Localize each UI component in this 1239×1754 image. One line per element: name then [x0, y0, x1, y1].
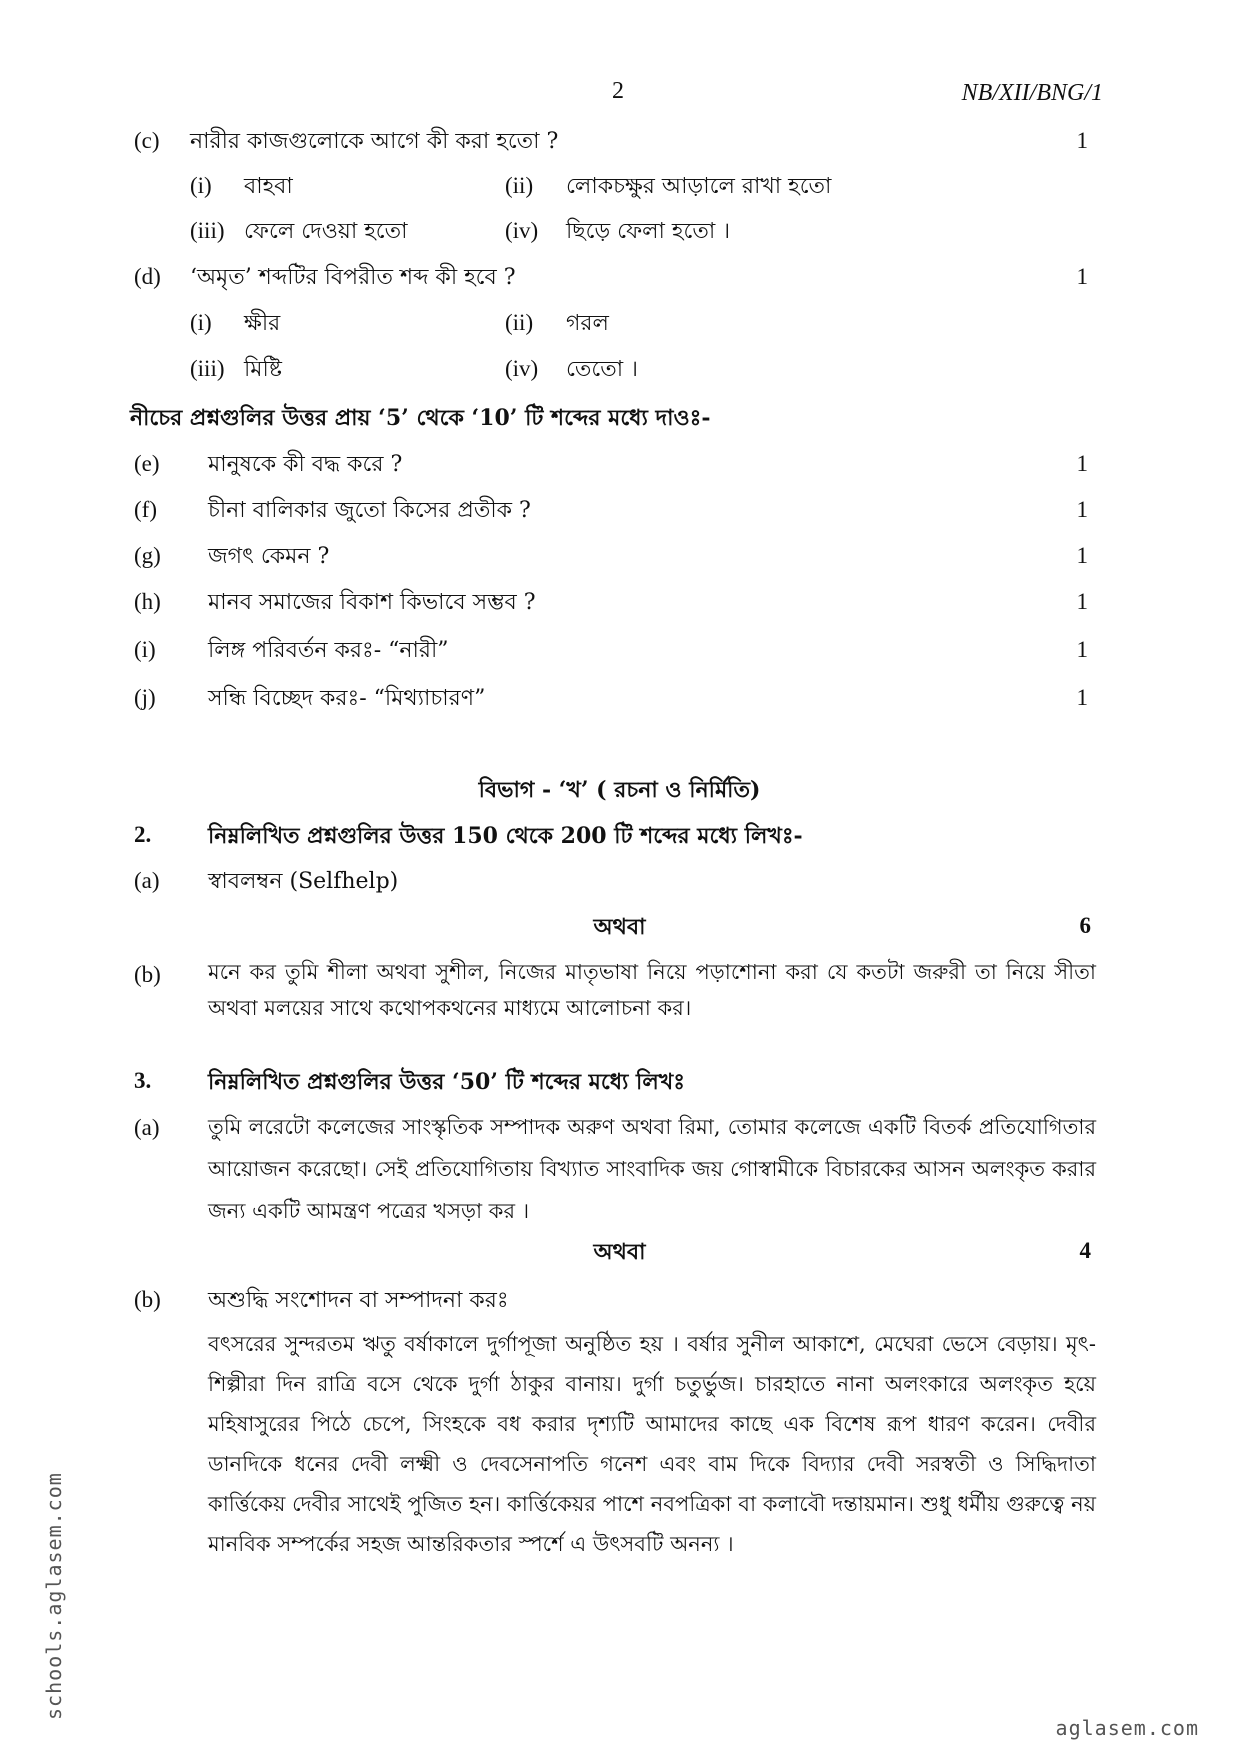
item-label: (g)	[134, 543, 161, 568]
q3-b-text: বৎসরের সুন্দরতম ঋতু বর্ষাকালে দুর্গাপূজা অনুষ্ঠিত হয় । বর্ষার সুনীল আকাশে, মেঘেরা ভেসে বেড়ায়। মৃৎ-শিল্পীরা দিন রাত্রি বসে থেকে দুর্গা ঠাকুর বানায়। দুর্গা চতুর্ভুজ। চারহাতে নানা অলংকারে অলংকৃত হয়ে মহিষাসুরের পিঠে চেপে, সিংহকে বধ করার দৃশ্যটি আমাদের কাছে এক বিশেষ রূপ ধারণ করেন। দেবীর ডানদিকে ধনের দেবী লক্ষ্মী ও দেবসেনাপতি গনেশ এবং বাম দিকে বিদ্যার দেবী সরস্বতী ও সিদ্ধিদাতা কার্ত্তিকেয় দেবীর সাথেই পুজিত হন। কার্ত্তিকেয়র পাশে নবপত্রিকা বা কলাবৌ দন্তায়মান। শুধু ধর্মীয় গুরুত্বে নয় মানবিক সম্পর্কের সহজ আন্তরিকতার স্পর্শে এ উৎসবটি অনন্য ।	[208, 1332, 1096, 1556]
q3-a-text: তুমি লরেটো কলেজের সাংস্কৃতিক সম্পাদক অরুণ অথবা রিমা, তোমার কলেজে একটি বিতর্ক প্রতিযোগিতার আয়োজন করেছো। সেই প্রতিযোগিতায় বিখ্যাত সাংবাদিক জয় গোস্বামীকে বিচারকের আসন অলংকৃত করার জন্য একটি আমন্ত্রণ পত্রের খসড়া কর ।	[208, 1115, 1096, 1223]
question-c-label: (c)	[134, 128, 160, 153]
item-text: মানব সমাজের বিকাশ কিভাবে সম্ভব ?	[208, 590, 536, 615]
question-d-label: (d)	[134, 264, 161, 289]
item-marks: 1	[1076, 451, 1088, 476]
item-label: (e)	[134, 451, 160, 476]
question-d-marks: 1	[1076, 264, 1088, 289]
item-marks: 1	[1076, 497, 1088, 522]
q2-or: অথবা	[593, 914, 646, 940]
q3-instruction: নিম্নলিখিত প্রশ্নগুলির উত্তর ‘50’ টি শব্দের মধ্যে লিখঃ	[208, 1069, 685, 1095]
item-label: (h)	[134, 589, 161, 614]
item-marks: 1	[1076, 637, 1088, 662]
item-text: লিঙ্গ পরিবর্তন করঃ- “নারী”	[208, 638, 449, 663]
option-text: ছিড়ে ফেলা হতো ।	[566, 219, 731, 244]
question-d-text: ‘অমৃত’ শব্দটির বিপরীত শব্দ কী হবে ?	[190, 265, 516, 290]
option-text: ক্ষীর	[244, 311, 281, 336]
option-num: (iii)	[190, 218, 225, 243]
question-c-marks: 1	[1076, 128, 1088, 153]
option-num: (i)	[190, 173, 212, 198]
item-marks: 1	[1076, 685, 1088, 710]
short-answer-instruction: নীচের প্রশ্নগুলির উত্তর প্রায় ‘5’ থেকে ‘10’ টি শব্দের মধ্যে দাওঃ-	[130, 405, 711, 431]
option-num: (iii)	[190, 356, 225, 381]
option-text: লোকচক্ষুর আড়ালে রাখা হতো	[566, 174, 832, 199]
option-text: গরল	[566, 311, 609, 336]
q2-marks: 6	[1079, 913, 1091, 938]
section-b-title: বিভাগ - ‘খ’ ( রচনা ও নির্মিতি)	[478, 777, 761, 803]
option-text: মিষ্টি	[244, 357, 282, 382]
item-text: চীনা বালিকার জুতো কিসের প্রতীক ?	[208, 498, 531, 523]
q2-b-text: মনে কর তুমি শীলা অথবা সুশীল, নিজের মাতৃভাষা নিয়ে পড়াশোনা করা যে কতটা জরুরী তা নিয়ে সীতা অথবা মলয়ের সাথে কথোপকথনের মাধ্যমে আলোচনা কর।	[208, 960, 1096, 1020]
item-text: জগৎ কেমন ?	[208, 544, 330, 569]
question-c-text: নারীর কাজগুলোকে আগে কী করা হতো ?	[190, 129, 559, 154]
item-marks: 1	[1076, 589, 1088, 614]
item-label: (f)	[134, 497, 157, 522]
option-num: (i)	[190, 310, 212, 335]
option-num: (ii)	[505, 310, 534, 335]
q2-a-label: (a)	[134, 868, 160, 893]
item-text: সন্ধি বিচ্ছেদ করঃ- “মিথ্যাচারণ”	[208, 686, 486, 711]
q3-b-heading: অশুদ্ধি সংশোদন বা সম্পাদনা করঃ	[208, 1288, 509, 1313]
paper-code: NB/XII/BNG/1	[961, 80, 1103, 106]
option-text: বাহবা	[244, 174, 293, 199]
item-text: মানুষকে কী বদ্ধ করে ?	[208, 452, 403, 477]
q3-marks: 4	[1079, 1238, 1091, 1263]
q3-number: 3.	[134, 1068, 152, 1093]
q3-or: অথবা	[593, 1239, 646, 1265]
option-num: (iv)	[505, 218, 539, 243]
q3-a-label: (a)	[134, 1115, 160, 1140]
option-num: (iv)	[505, 356, 539, 381]
item-label: (j)	[134, 685, 156, 710]
option-text: তেতো ।	[566, 357, 639, 382]
option-text: ফেলে দেওয়া হতো	[244, 219, 408, 244]
q2-instruction: নিম্নলিখিত প্রশ্নগুলির উত্তর 150 থেকে 200 টি শব্দের মধ্যে লিখঃ-	[208, 823, 803, 849]
q2-number: 2.	[134, 822, 152, 847]
side-watermark: schools.aglasem.com	[42, 1472, 66, 1720]
item-label: (i)	[134, 637, 156, 662]
q2-a-text: স্বাবলম্বন (Selfhelp)	[208, 869, 399, 894]
item-marks: 1	[1076, 543, 1088, 568]
footer-watermark: aglasem.com	[1055, 1716, 1199, 1740]
page-number: 2	[612, 78, 624, 104]
option-num: (ii)	[505, 173, 534, 198]
q3-b-label: (b)	[134, 1287, 161, 1312]
q2-b-label: (b)	[134, 962, 161, 987]
